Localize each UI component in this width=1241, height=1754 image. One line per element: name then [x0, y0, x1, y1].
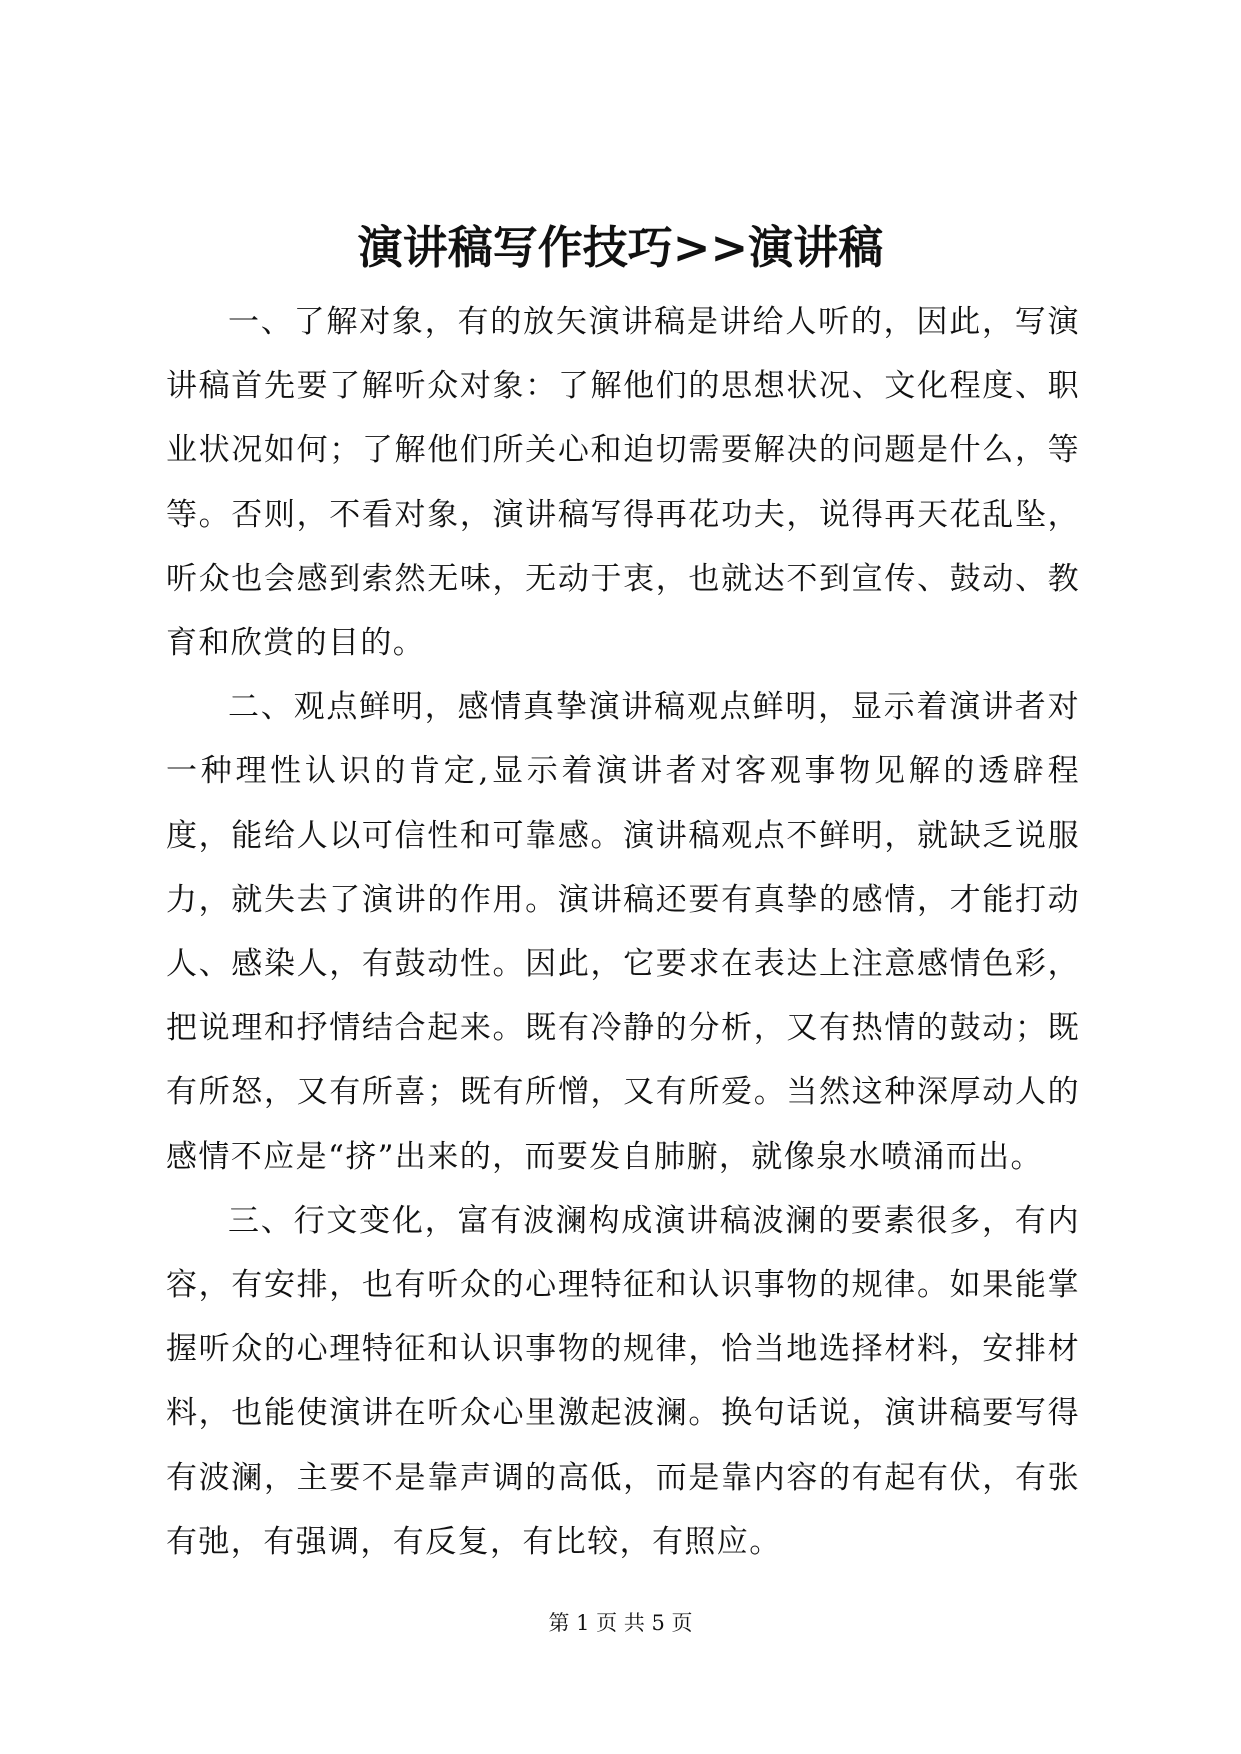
paragraph-1: 一、了解对象，有的放矢演讲稿是讲给人听的，因此，写演讲稿首先要了解听众对象：了解他们的思想状况、文化程度、职业状况如何；了解他们所关心和迫切需要解决的问题是什么，等等。否则，不看对象，演讲稿写得再花功夫，说得再天花乱坠，听众也会感到索然无味，无动于衷，也就达不到宣传、鼓动、教育和欣赏的目的。	[166, 304, 1080, 662]
paragraph-3: 三、行文变化，富有波澜构成演讲稿波澜的要素很多，有内容，有安排，也有听众的心理特征和认识事物的规律。如果能掌握听众的心理特征和认识事物的规律，恰当地选择材料，安排材料，也能使演讲在听众心里激起波澜。换句话说，演讲稿要写得有波澜，主要不是靠声调的高低，而是靠内容的有起有伏，有张有弛，有强调，有反复，有比较，有照应。	[166, 1202, 1080, 1560]
document-title: 演讲稿写作技巧>>演讲稿	[357, 221, 884, 274]
document-body	[166, 290, 1080, 1574]
page-number-footer: 第 1 页 共 5 页	[548, 1611, 693, 1635]
paragraph-2: 二、观点鲜明，感情真挚演讲稿观点鲜明，显示着演讲者对一种理性认识的肯定,显示着演讲者对客观事物见解的透辟程度，能给人以可信性和可靠感。演讲稿观点不鲜明，就缺乏说服力，就失去了演讲的作用。演讲稿还要有真挚的感情，才能打动人、感染人，有鼓动性。因此，它要求在表达上注意感情色彩，把说理和抒情结合起来。既有冷静的分析，又有热情的鼓动；既有所怒，又有所喜；既有所憎，又有所爱。当然这种深厚动人的感情不应是“挤”出来的，而要发自肺腑，就像泉水喷涌而出。	[166, 689, 1080, 1175]
